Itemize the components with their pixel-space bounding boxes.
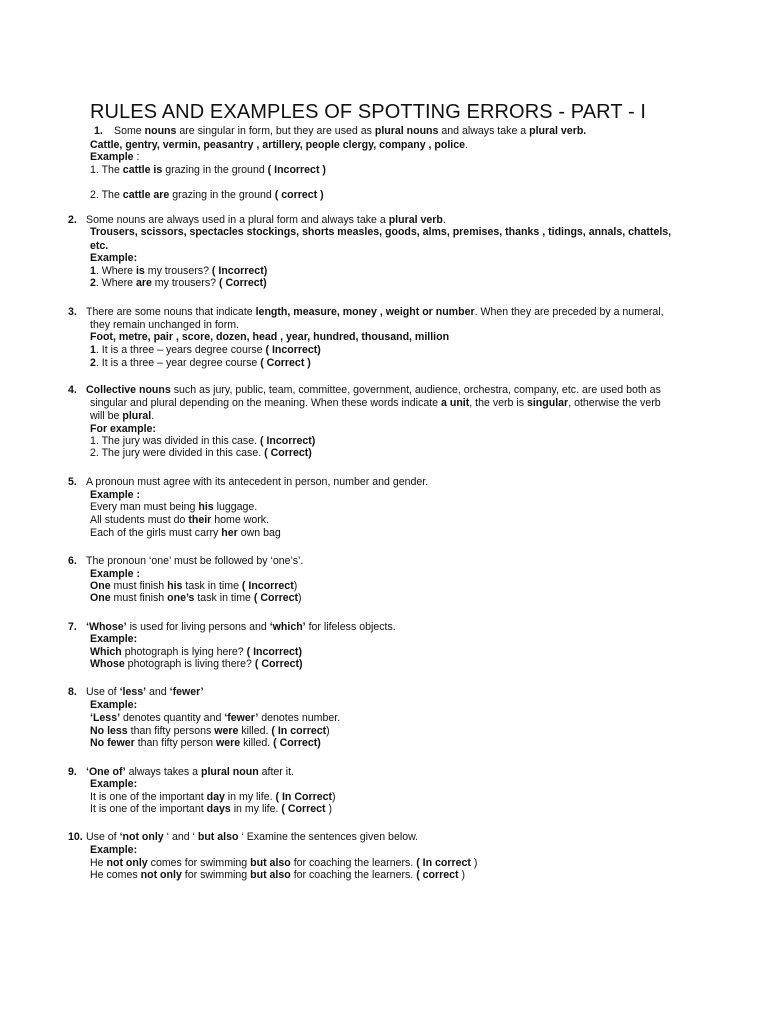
bold-text: ‘which’ xyxy=(269,621,306,633)
text: He xyxy=(90,857,107,869)
text: after it. xyxy=(258,766,294,778)
bold-text: length, measure, money , weight or number xyxy=(255,306,475,318)
bold-text: Collective nouns xyxy=(86,384,171,396)
rule-8-line xyxy=(90,737,321,750)
bold-text: Example: xyxy=(90,844,138,856)
bold-text: No fewer xyxy=(90,737,135,749)
bold-text: plural xyxy=(122,410,152,422)
bold-text: their xyxy=(188,514,212,526)
bold-text: plural nouns xyxy=(374,125,439,137)
text: . It is a three – years degree course xyxy=(95,344,266,356)
bold-text: One xyxy=(90,580,111,592)
bold-text: ‘fewer’ xyxy=(169,686,204,698)
text: than fifty persons xyxy=(127,725,215,737)
text: than fifty person xyxy=(134,737,217,749)
text: , otherwise the verb xyxy=(568,397,661,409)
text: ‘ Examine the sentences given below. xyxy=(238,831,419,843)
text: 1. The xyxy=(90,164,123,176)
bold-text: ‘fewer’ xyxy=(224,712,259,724)
text: for lifeless objects. xyxy=(305,621,396,633)
text: Each of the girls must carry xyxy=(90,527,222,539)
text: task in time xyxy=(194,592,254,604)
bold-text: 1 xyxy=(90,265,96,277)
rule-7-line xyxy=(90,658,303,671)
rule-5-line xyxy=(86,476,428,489)
bold-text: etc. xyxy=(90,240,109,252)
rule-10-line xyxy=(90,869,465,882)
text: photograph is living there? xyxy=(124,658,255,670)
bold-text: cattle are xyxy=(122,189,170,201)
text: always takes a xyxy=(125,766,201,778)
bold-text: are xyxy=(135,277,152,289)
text: ) xyxy=(325,803,333,815)
bold-text: Trousers, scissors, spectacles stockings, shorts measles, goods, alms, premises, thanks , tidings, annals, chattels, xyxy=(90,226,672,238)
text: they remain unchanged in form. xyxy=(90,319,239,331)
rule-number: 3. xyxy=(68,306,77,318)
bold-text: but also xyxy=(250,857,291,869)
bold-text: day xyxy=(206,791,225,803)
text: 2. The xyxy=(90,189,123,201)
text: ) xyxy=(332,791,336,803)
text: The pronoun ‘one’ must be followed by ‘one’s’. xyxy=(86,555,304,567)
bold-text: ( In Correct xyxy=(275,791,333,803)
text: and xyxy=(146,686,170,698)
text: ) xyxy=(298,592,302,604)
rule-9-line xyxy=(90,778,137,791)
rule-4-line xyxy=(90,397,661,410)
rule-1-line xyxy=(90,139,468,152)
rule-5-line xyxy=(90,501,257,514)
bold-text: Whose xyxy=(90,658,125,670)
bold-text: ( In correct xyxy=(271,725,327,737)
text: for coaching the learners. xyxy=(290,869,417,881)
bold-text: ( Incorrect) xyxy=(246,646,302,658)
rule-number: 9. xyxy=(68,766,77,778)
bold-text: One xyxy=(90,592,111,604)
bold-text: For example: xyxy=(90,423,156,435)
text: 1. The jury was divided in this case. xyxy=(90,435,260,447)
bold-text: his xyxy=(167,580,183,592)
text: photograph is lying here? xyxy=(121,646,247,658)
text: killed. xyxy=(240,737,274,749)
rule-5-line xyxy=(90,527,281,540)
rule-number: 5. xyxy=(68,476,77,488)
text: in my life. xyxy=(224,791,276,803)
bold-text: ( Correct ) xyxy=(260,357,311,369)
text: for swimming xyxy=(181,869,251,881)
rule-1-line xyxy=(90,189,324,202)
text: task in time xyxy=(182,580,242,592)
rule-number: 8. xyxy=(68,686,77,698)
rule-1-line xyxy=(90,164,326,177)
text: It is one of the important xyxy=(90,791,207,803)
text: killed. xyxy=(238,725,272,737)
rule-number: 6. xyxy=(68,555,77,567)
bold-text: ‘Less’ xyxy=(90,712,121,724)
rule-1-line xyxy=(90,151,139,164)
text: Every man must being xyxy=(90,501,199,513)
text: comes for swimming xyxy=(147,857,251,869)
rule-number: 4. xyxy=(68,384,77,396)
bold-text: 1 xyxy=(90,344,96,356)
text: my trousers? xyxy=(144,265,212,277)
rule-1-line xyxy=(114,125,586,138)
rule-4-line xyxy=(90,410,154,423)
bold-text: ( Correct xyxy=(253,592,299,604)
text: grazing in the ground xyxy=(162,164,268,176)
text: Use of xyxy=(86,831,120,843)
rule-4-line xyxy=(86,384,661,397)
rule-2-line xyxy=(90,252,137,265)
bold-text: Example: xyxy=(90,699,138,711)
text: . xyxy=(151,410,155,422)
page-title: RULES AND EXAMPLES OF SPOTTING ERRORS - PART - I xyxy=(90,101,647,123)
rule-6-line xyxy=(86,555,303,568)
bold-text: Cattle, gentry, vermin, peasantry , artillery, people clergy, company , police xyxy=(90,139,466,151)
bold-text: her xyxy=(221,527,238,539)
text: . Where xyxy=(95,277,136,289)
text: own bag xyxy=(237,527,281,539)
bold-text: ( Correct) xyxy=(218,277,267,289)
text: denotes quantity and xyxy=(120,712,225,724)
bold-text: but also xyxy=(197,831,239,843)
text: my trousers? xyxy=(151,277,219,289)
text: must finish xyxy=(110,580,168,592)
rule-number: 1. xyxy=(94,125,103,137)
bold-text: Example: xyxy=(90,778,138,790)
bold-text: No less xyxy=(90,725,128,737)
bold-text: Example : xyxy=(90,568,141,580)
text: . xyxy=(442,214,446,226)
bold-text: plural verb xyxy=(388,214,443,226)
text: for coaching the learners. xyxy=(290,857,417,869)
bold-text: ( Incorrect) xyxy=(259,435,316,447)
bold-text: were xyxy=(214,725,239,737)
bold-text: cattle is xyxy=(122,164,163,176)
text: There are some nouns that indicate xyxy=(86,306,256,318)
bold-text: ( Correct xyxy=(281,803,326,815)
rule-8-line xyxy=(90,699,137,712)
bold-text: his xyxy=(198,501,214,513)
text: It is one of the important xyxy=(90,803,207,815)
text: luggage. xyxy=(213,501,258,513)
bold-text: is xyxy=(135,265,145,277)
text: Use of xyxy=(86,686,120,698)
rule-2-line xyxy=(90,226,671,239)
rule-number: 7. xyxy=(68,621,77,633)
text: must finish xyxy=(110,592,168,604)
rule-8-line xyxy=(90,712,340,725)
bold-text: ( Incorrect) xyxy=(211,265,268,277)
text: and always take a xyxy=(438,125,530,137)
text: denotes number. xyxy=(258,712,341,724)
bold-text: but also xyxy=(250,869,291,881)
bold-text: ‘One of’ xyxy=(86,766,126,778)
text: is used for living persons and xyxy=(126,621,270,633)
bold-text: days xyxy=(206,803,231,815)
bold-text: ( correct xyxy=(416,869,459,881)
bold-text: ‘not only xyxy=(119,831,164,843)
bold-text: Example : xyxy=(90,489,141,501)
bold-text: ( Incorrect xyxy=(241,580,294,592)
rule-number: 10. xyxy=(68,831,83,843)
text: such as jury, public, team, committee, government, audience, orchestra, company, etc. are used both as xyxy=(170,384,661,396)
bold-text: ( correct ) xyxy=(274,189,324,201)
rule-10-line xyxy=(90,844,137,857)
rule-8-line xyxy=(86,686,204,699)
rule-9-line xyxy=(90,803,332,816)
text: . When they are preceded by a numeral, xyxy=(474,306,664,318)
text: singular and plural depending on the meaning. When these words indicate xyxy=(90,397,442,409)
bold-text: not only xyxy=(106,857,148,869)
text: are singular in form, but they are used as xyxy=(176,125,375,137)
rule-4-line xyxy=(90,447,312,460)
text: in my life. xyxy=(230,803,282,815)
bold-text: Example xyxy=(90,151,134,163)
bold-text: plural noun xyxy=(201,766,259,778)
bold-text: a unit xyxy=(441,397,470,409)
rule-2-line xyxy=(90,277,267,290)
text: will be xyxy=(90,410,123,422)
text: ) xyxy=(293,580,298,592)
text: All students must do xyxy=(90,514,189,526)
rule-3-line xyxy=(90,344,321,357)
bold-text: ( Incorrect) xyxy=(265,344,321,356)
bold-text: Example: xyxy=(90,252,138,264)
rule-3-line xyxy=(90,331,449,344)
rule-3-line xyxy=(86,306,664,319)
text: ) xyxy=(326,725,330,737)
text: ‘ and ‘ xyxy=(163,831,198,843)
bold-text: ( Correct) xyxy=(254,658,303,670)
text: ) xyxy=(458,869,466,881)
text: , the verb is xyxy=(469,397,527,409)
text: . xyxy=(465,139,468,151)
bold-text: were xyxy=(216,737,241,749)
bold-text: nouns xyxy=(144,125,177,137)
text: grazing in the ground xyxy=(169,189,275,201)
bold-text: not only xyxy=(140,869,182,881)
bold-text: ( In correct xyxy=(416,857,471,869)
text: home work. xyxy=(211,514,270,526)
rule-7-line xyxy=(90,633,137,646)
bold-text: ‘Whose’ xyxy=(86,621,127,633)
bold-text: ( Correct) xyxy=(264,447,312,459)
bold-text: ( Incorrect ) xyxy=(267,164,326,176)
bold-text: ( Correct) xyxy=(273,737,321,749)
text: A pronoun must agree with its antecedent in person, number and gender. xyxy=(86,476,429,488)
text: : xyxy=(133,151,140,163)
text: Some nouns are always used in a plural form and always take a xyxy=(86,214,389,226)
rule-5-line xyxy=(90,514,269,527)
rule-10-line xyxy=(86,831,418,844)
text: He comes xyxy=(90,869,141,881)
text: ) xyxy=(470,857,478,869)
bold-text: plural verb. xyxy=(529,125,587,137)
bold-text: Example: xyxy=(90,633,138,645)
text: Some xyxy=(114,125,145,137)
bold-text: Which xyxy=(90,646,122,658)
bold-text: Foot, metre, pair , score, dozen, head , year, hundred, thousand, million xyxy=(90,331,450,343)
text: . Where xyxy=(95,265,136,277)
bold-text: singular xyxy=(526,397,569,409)
rule-3-line xyxy=(90,357,311,370)
bold-text: 2 xyxy=(90,357,96,369)
text: . It is a three – year degree course xyxy=(95,357,261,369)
bold-text: ‘less’ xyxy=(119,686,147,698)
bold-text: one’s xyxy=(167,592,195,604)
bold-text: 2 xyxy=(90,277,96,289)
text: 2. The jury were divided in this case. xyxy=(90,447,265,459)
rule-6-line xyxy=(90,592,302,605)
rule-number: 2. xyxy=(68,214,77,226)
